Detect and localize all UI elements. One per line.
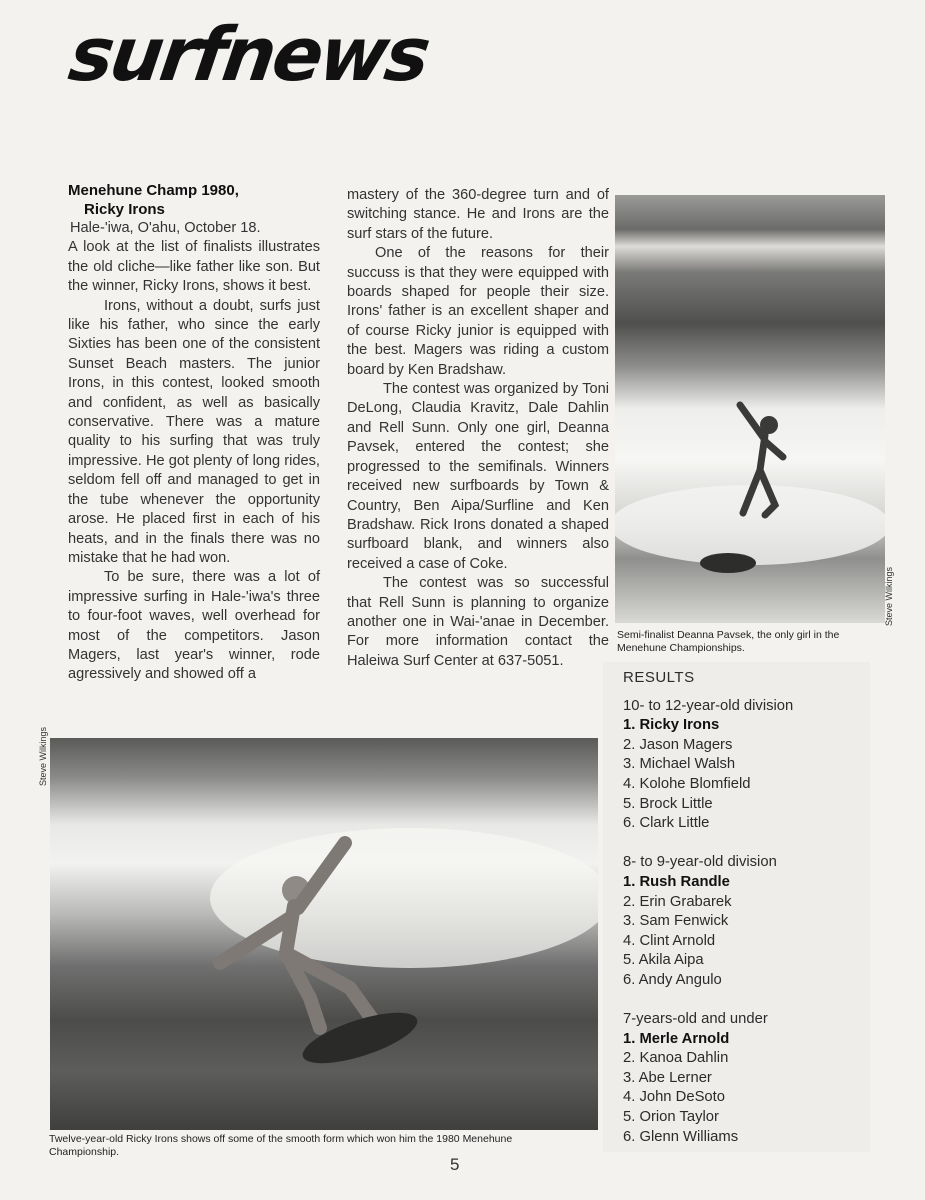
headline-line-1: Menehune Champ 1980, [68,182,239,199]
division-label: 8- to 9-year-old division [623,854,777,871]
result-item: 6. Glenn Williams [623,1128,739,1145]
photo-deanna-pavsek [615,195,885,623]
photo-caption: Twelve-year-old Ricky Irons shows off some of the smooth form which won him the 1980 Menehune Championship. [49,1133,513,1158]
result-item: 3. Michael Walsh [623,756,736,773]
results-group [623,1010,870,1147]
result-item: 5. Orion Taylor [623,1109,719,1126]
results-group [623,853,870,990]
result-item: 2. Jason Magers [623,736,733,753]
photo-credit: Steve Wilkings [884,566,894,626]
results-box [603,662,870,1152]
paragraph: One of the reasons for their succuss is that they were equipped with boards shaped for people their size. Irons' father is an excellent shaper and of course Ricky junior is equipped with the best. Magers was riding a custom board by Ken Bradshaw. [347,245,609,378]
result-item: 3. Abe Lerner [623,1069,712,1086]
result-item: 4. Kolohe Blomfield [623,775,751,792]
photo-ricky-irons [50,738,598,1130]
result-item: 4. John DeSoto [623,1089,726,1106]
result-item: 5. Akila Aipa [623,952,704,969]
paragraph: The contest was so successful that Rell Sunn is planning to organize another one in Wai-'anae in December. For more information contact the Haleiwa Surf Center at 637-5051. [347,575,609,669]
results-group [623,697,870,834]
result-item: 5. Brock Little [623,795,713,812]
result-item: 1. Rush Randle [623,873,730,890]
paragraph: mastery of the 360-degree turn and of switching stance. He and Irons are the surf stars of the future. [347,187,609,242]
photo-caption: Semi-finalist Deanna Pavsek, the only girl in the Menehune Championships. [617,629,840,654]
article-headline [68,181,320,219]
result-item: 2. Kanoa Dahlin [623,1050,729,1067]
paragraph: The contest was organized by Toni DeLong, Claudia Kravitz, Dale Dahlin and Rell Sunn. Only one girl, Deanna Pavsek, entered the contest; she progressed to the semifinals. Winners received new surfboards by Town & Country, Ben Aipa/Surfline and Ken Bradshaw. Rick Irons donated a shaped surfboard blank, and winners also received a case of Coke. [347,381,609,572]
photo-credit: Steve Wilkings [38,726,48,786]
result-item: 4. Clint Arnold [623,932,716,949]
paragraph: A look at the list of finalists illustrates the old cliche—like father like son. But the winner, Ricky Irons, shows it best. [68,239,320,295]
results-title: RESULTS [623,669,695,686]
page-number: 5 [450,1155,460,1174]
article-column-2 [347,186,609,671]
division-label: 7-years-old and under [623,1011,768,1028]
result-item: 1. Merle Arnold [623,1030,730,1047]
result-item: 6. Clark Little [623,815,710,832]
masthead-logo: surfnews [63,12,433,98]
article-column-1 [68,181,320,685]
paragraph: Irons, without a doubt, surfs just like his father, who since the early Sixties has been one of the consistent Sunset Beach masters. The junior Irons, in this contest, looked smooth and confident, as well as basically conservative. There was a mature quality to his surfing that was truly impressive. He got plenty of long rides, seldom fell off and managed to get in the tube whenever the opportunity arose. He placed first in each of his heats, and in the finals there was no mistake that he had won. [68,297,320,566]
result-item: 1. Ricky Irons [623,717,720,734]
headline-line-2: Ricky Irons [84,201,165,218]
paragraph: To be sure, there was a lot of impressive surfing in Hale-'iwa's three to four-foot waves, well overhead for most of the competitors. Jason Magers, last year's winner, rode agressively and showed off a [68,569,320,683]
result-item: 2. Erin Grabarek [623,893,732,910]
result-item: 3. Sam Fenwick [623,913,729,930]
division-label: 10- to 12-year-old division [623,697,794,714]
surfer-silhouette-icon [50,738,598,1130]
result-item: 6. Andy Angulo [623,971,722,988]
surfer-silhouette-icon [615,195,885,623]
dateline: Hale-'iwa, O'ahu, October 18. [70,220,261,236]
